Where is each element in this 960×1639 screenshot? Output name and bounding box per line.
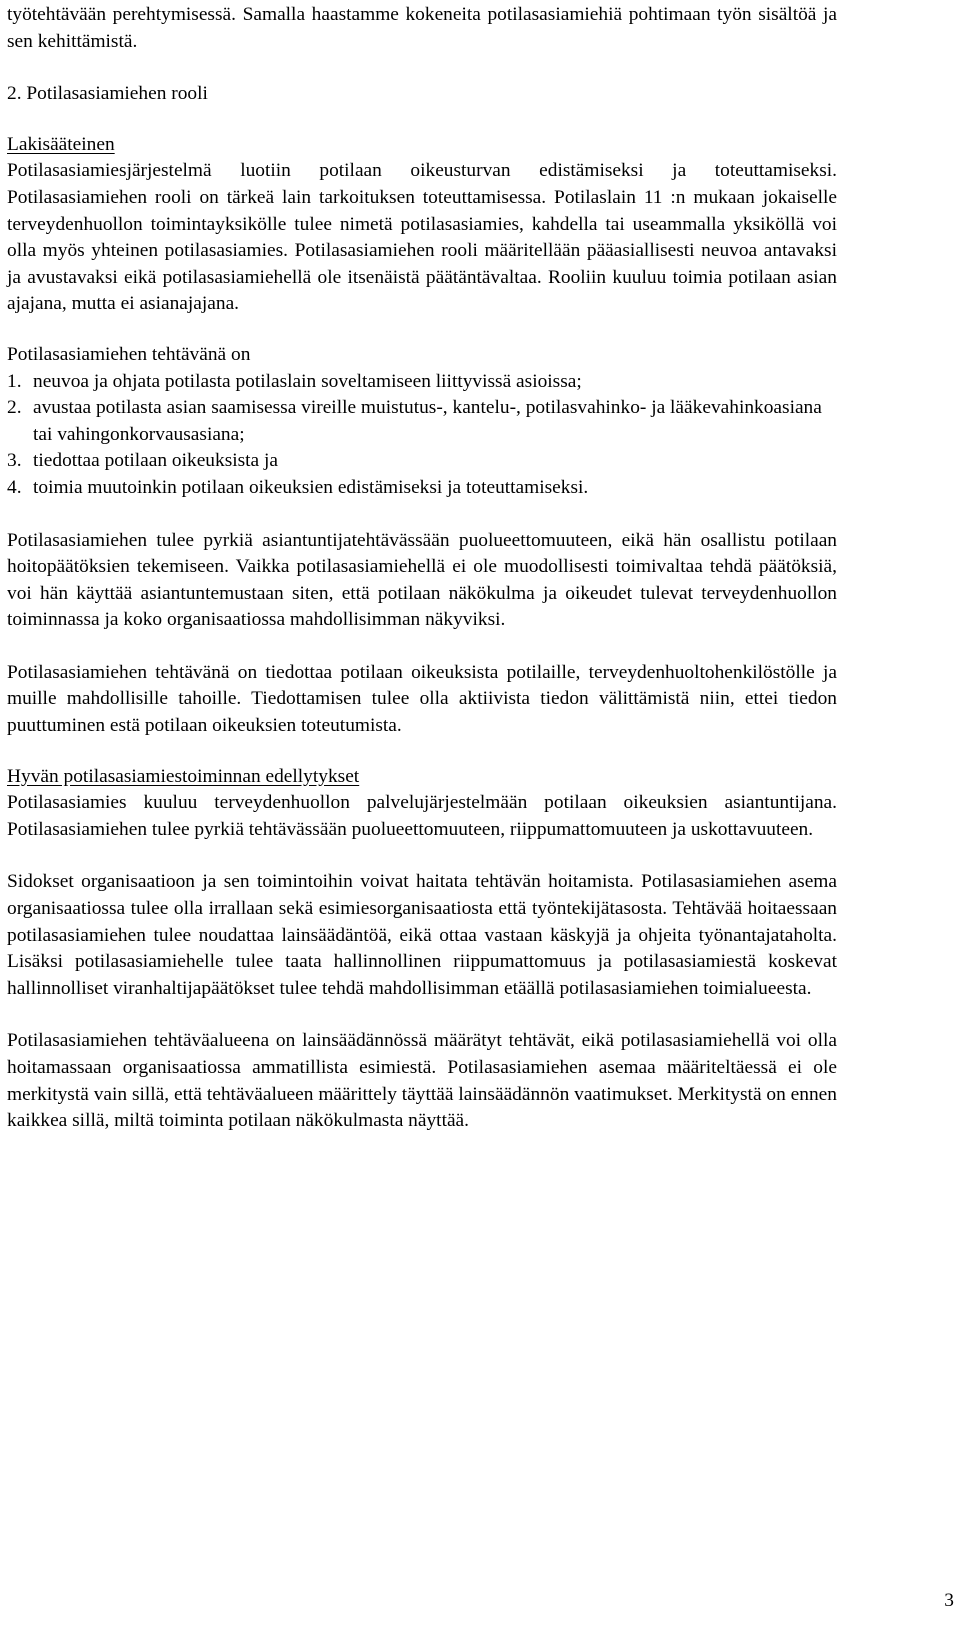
intro-paragraph-tail: työtehtävään perehtymisessä. Samalla haastamme kokeneita potilasasiamiehiä pohtimaan työn sisältöä ja sen kehittämistä. xyxy=(7,4,837,52)
prerequisites-paragraph: Potilasasiamies kuuluu terveydenhuollon palvelujärjestelmään potilaan oikeuksien asiantuntijana. Potilasasiamiehen tulee pyrkiä tehtävässään puolueettomuuteen, riippumattomuuteen ja uskottavuuteen. xyxy=(7,792,837,840)
document-body xyxy=(7,2,837,1135)
statutory-paragraph: Potilasasiamiesjärjestelmä luotiin potilaan oikeusturvan edistämiseksi ja toteuttamiseksi. Potilasasiamiehen rooli on tärkeä lain tarkoituksen toteuttamisessa. Potilaslain 11 :n mukaan jokaiselle terveydenhuollon toimintayksikölle tulee nimetä potilasasiamies, kahdella tai useammalla yksiköllä voi olla myös yhteinen potilasasiamies. Potilasasiamiehen rooli määritellään pääasiallisesti neuvoa antavaksi ja avustavaksi eikä potilasasiamiehellä ole itsenäistä päätäntävaltaa. Rooliin kuuluu toimia potilaan asian ajajana, mutta ei asianajajana. xyxy=(7,160,837,315)
scope-paragraph: Potilasasiamiehen tehtäväalueena on lainsäädännössä määrätyt tehtävät, eikä potilasasiamiehellä voi olla hoitamassaan organisaatiossa ammatillista esimiestä. Potilasasiamiehen asemaa määriteltäessä ei ole merkitystä vain sillä, että tehtäväalueen määrittely täyttää lainsäädännön vaatimukset. Merkitystä on ennen kaikkea sillä, miltä toiminta potilaan näkökulmasta näyttää. xyxy=(7,1030,837,1132)
informing-paragraph: Potilasasiamiehen tehtävänä on tiedottaa potilaan oikeuksista potilaille, terveydenhuoltohenkilöstölle ja muille mahdollisille tahoille. Tiedottamisen tulee olla aktiivista tiedon välittämistä niin, ettei tiedon puuttuminen estä potilaan oikeuksien toteutumista. xyxy=(7,661,837,737)
page-number: 3 xyxy=(944,1590,954,1611)
list-item-number: 3. xyxy=(7,450,22,472)
list-item xyxy=(7,369,837,396)
list-item xyxy=(7,448,837,475)
subheading-statutory: Lakisääteinen xyxy=(7,133,115,155)
ties-paragraph: Sidokset organisaatioon ja sen toimintoihin voivat haitata tehtävän hoitamista. Potilasasiamiehen asema organisaatiossa tulee olla irrallaan sekä esimiesorganisaatiosta että työntekijätasosta. Tehtävää hoitaessaan potilasasiamiehen tulee noudattaa lainsäädäntöä, eikä ottaa vastaan käskyjä ja ohjeita työnantajataholta. Lisäksi potilasasiamiehelle tulee taata hallinnollinen riippumattomuus ja potilasasiamiestä koskevat hallinnolliset viranhaltijapäätökset tulee tehdä mahdollisimman etäällä potilasasiamiehen toimialueesta. xyxy=(7,871,837,999)
list-item xyxy=(7,475,837,502)
list-item-number: 4. xyxy=(7,476,22,498)
duties-list xyxy=(7,369,837,502)
list-item-number: 2. xyxy=(7,397,22,419)
list-item-text: toimia muutoinkin potilaan oikeuksien edistämiseksi ja toteuttamiseksi. xyxy=(33,476,589,498)
list-item-number: 1. xyxy=(7,370,22,392)
subheading-prerequisites: Hyvän potilasasiamiestoiminnan edellytykset xyxy=(7,765,360,787)
list-item xyxy=(7,395,837,448)
list-item-text: neuvoa ja ohjata potilasta potilaslain soveltamiseen liittyvissä asioissa; xyxy=(33,370,582,392)
duties-intro: Potilasasiamiehen tehtävänä on xyxy=(7,343,251,365)
list-item-text: avustaa potilasta asian saamisessa vireille muistutus-, kantelu-, potilasvahinko- ja lääkevahinkoasiana tai vahingonkorvausasiana; xyxy=(33,397,822,445)
impartiality-paragraph: Potilasasiamiehen tulee pyrkiä asiantuntijatehtävässään puolueettomuuteen, eikä hän osallistu potilaan hoitopäätöksien tekemiseen. Vaikka potilasasiamiehellä ei ole muodollisesti toimivaltaa tehdä päätöksiä, voi hän käyttää asiantuntemustaan siten, että potilaan näkökulma ja oikeudet tulevat terveydenhuollon toiminnassa ja koko organisaatiossa mahdollisimman näkyviksi. xyxy=(7,529,837,631)
section-heading: 2. Potilasasiamiehen rooli xyxy=(7,83,208,105)
list-item-text: tiedottaa potilaan oikeuksista ja xyxy=(33,450,279,472)
